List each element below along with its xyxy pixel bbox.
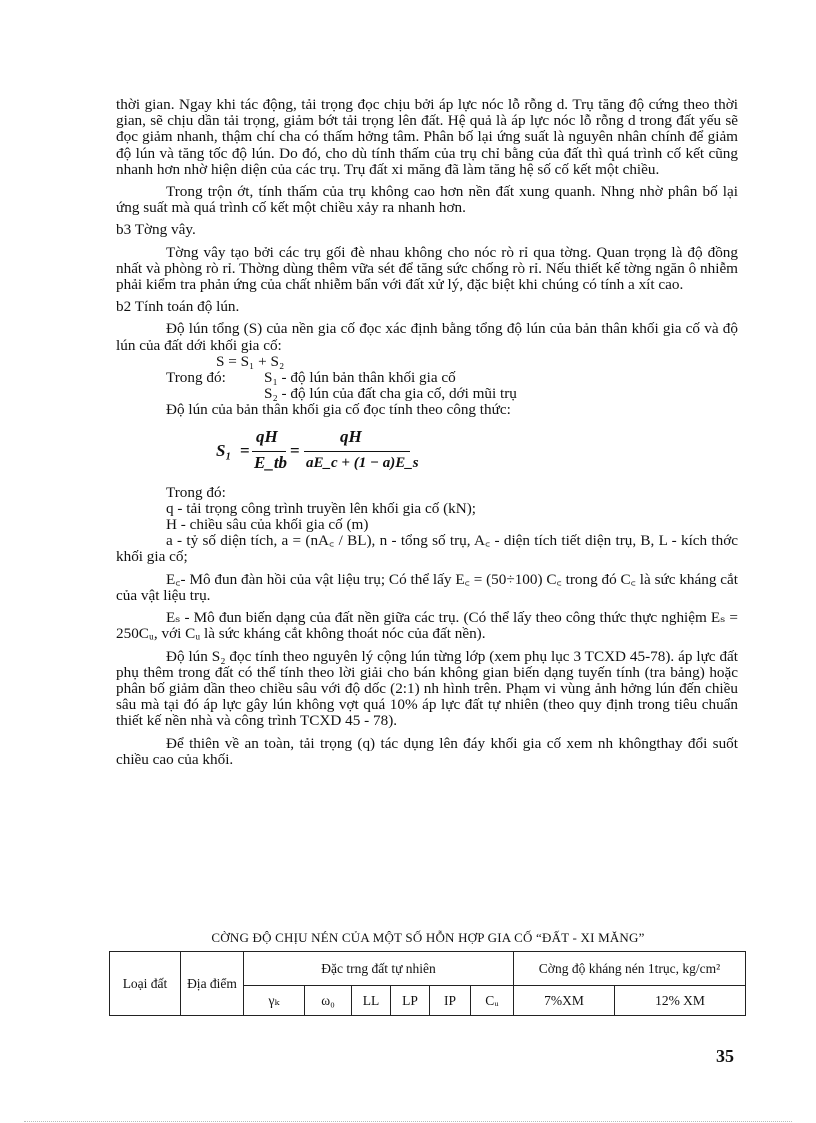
subheader-ip: IP: [430, 986, 471, 1016]
paragraph-s2: Độ lún S₂ đọc tính theo nguyên lý cộng lún từng lớp (xem phụ lục 3 TCXD 45-78). áp lực đất phụ thêm trong đất có thể tính theo lời giải cho bán không gian biến dạng tuyến tính (tra bảng) hoặc phân bố giảm dần theo chiều sâu với độ dốc (2:1) nh hình trên. Phạm vi vùng ảnh hởng lún đến chiều sâu mà tại đó áp lực gây lún không vợt quá 10% áp lực đất tự nhiên (theo quy định trong tiêu chuẩn thiết kế nền nhà và công trình TCXD 45 - 78).: [116, 647, 738, 730]
formula-denominator-2: aE_c + (1 − a)E_s: [306, 454, 419, 471]
subheader-lp: LP: [391, 986, 430, 1016]
formula-bar-2: [304, 451, 410, 452]
formula-equals-2: =: [290, 440, 300, 460]
formula-numerator-2: qH: [340, 426, 362, 446]
settlement-formula: [116, 423, 738, 483]
formula-s1: S₁: [216, 440, 232, 460]
subheader-cu: Cᵤ: [471, 986, 514, 1016]
subheader-gamma: γₖ: [244, 986, 305, 1016]
table-title: CỜNG ĐỘ CHỊU NÉN CỦA MỘT SỐ HỖN HỢP GIA CỐ “ĐẤT - XI MĂNG”: [211, 930, 645, 945]
definition-s1: S₁ - độ lún bản thân khối gia cố: [264, 369, 456, 387]
paragraph-wet-mixing: Trong trộn ớt, tính thấm của trụ không cao hơn nền đất xung quanh. Nhng nhờ phân bố lại ứng suất mà quá trình cố kết một chiều xảy ra nhanh hơn.: [116, 183, 738, 217]
header-natural-properties: Đặc trng đất tự nhiên: [244, 952, 514, 986]
paragraph-safety: Để thiên về an toàn, tải trọng (q) tác dụng lên đáy khối gia cố xem nh khôngthay đổi suốt chiều cao của khối.: [116, 734, 738, 768]
heading-b2: b2 Tính toán độ lún.: [116, 298, 240, 316]
paragraph-consolidation: thời gian. Ngay khi tác động, tải trọng đọc chịu bởi áp lực nóc lỗ rỗng d. Trụ tăng độ cứng theo thời gian, sẽ chịu dần tải trọng, giảm bớt tải trọng lên đất. Hệ quả là áp lực nóc lỗ rỗng d trong đất yếu sẽ đọc giảm nhanh, thậm chí cha có thấm hởng tâm. Phân bố lại ứng suất là nguyên nhân chính để giảm độ lún và tăng tốc độ lún. Do đó, cho dù tính thấm của trụ chỉ bằng của đất thì quá trình cố kết cũng nhanh hơn nhờ hiện diện của các trụ. Trụ đất xi măng đã làm tăng hệ số cố kết một chiều.: [116, 96, 738, 178]
subheader-12-percent: 12% XM: [615, 986, 746, 1016]
heading-b3: b3 Tờng vây.: [116, 221, 196, 239]
header-soil-type: Loại đất: [110, 952, 181, 1016]
label-trong-do-2: Trong đó:: [166, 483, 226, 501]
header-compressive-strength: Cờng độ kháng nén 1trục, kg/cm²: [514, 952, 746, 986]
body-text: [116, 97, 738, 774]
formula-denominator-1: E_tb: [254, 452, 288, 472]
label-trong-do-1: Trong đó:: [166, 369, 226, 387]
subheader-omega: ω₀: [305, 986, 352, 1016]
definition-ec: E꜀- Mô đun đàn hồi của vật liệu trụ; Có thể lấy E꜀ = (50÷100) C꜀ trong đó C꜀ là sức kháng cắt của vật liệu trụ.: [116, 570, 738, 604]
header-location: Địa điểm: [181, 952, 244, 1016]
equation-s: S = S₁ + S₂: [216, 352, 285, 370]
definition-h: H - chiều sâu của khối gia cố (m): [166, 516, 369, 534]
footer-divider: [24, 1121, 792, 1122]
formula-bar-1: [252, 451, 286, 452]
formula-equals-1: =: [240, 440, 250, 460]
paragraph-wall: Tờng vây tạo bởi các trụ gối đè nhau không cho nóc rò rỉ qua tờng. Quan trọng là độ đồng nhất và phòng rò rỉ. Thờng dùng thêm vữa sét để tăng sức chống rò rỉ. Nếu thiết kế tờng ngăn ô nhiễm phải kiểm tra phản ứng của chất nhiễm bẩn với đất xử lý, đặc biệt khi chúng có tính a xít cao.: [116, 243, 738, 294]
subheader-7-percent: 7%XM: [514, 986, 615, 1016]
page-number: 35: [716, 1046, 734, 1066]
subheader-ll: LL: [352, 986, 391, 1016]
paragraph-formula-intro: Độ lún của bản thân khối gia cố đọc tính theo công thức:: [166, 401, 511, 419]
definition-es: Eₛ - Mô đun biến dạng của đất nền giữa các trụ. (Có thể lấy theo công thức thực nghiệm Eₛ = 250Cᵤ, với Cᵤ là sức kháng cắt không thoát nóc của đất nền).: [116, 609, 738, 643]
paragraph-total-settlement: Độ lún tổng (S) của nền gia cố đọc xác định bằng tổng độ lún của bản thân khối gia cố và độ lún của đất dới khối gia cố:: [116, 320, 738, 354]
definition-a: a - tỷ số diện tích, a = (nA꜀ / BL), n - tổng số trụ, A꜀ - diện tích tiết diện trụ, B, L - kích thớc khối gia cố;: [116, 532, 738, 566]
definition-s2: S₂ - độ lún của đất cha gia cố, dới mũi trụ: [264, 385, 517, 403]
strength-table: [109, 951, 746, 1016]
formula-numerator-1: qH: [256, 426, 278, 446]
definition-q: q - tải trọng công trình truyền lên khối gia cố (kN);: [166, 499, 477, 517]
